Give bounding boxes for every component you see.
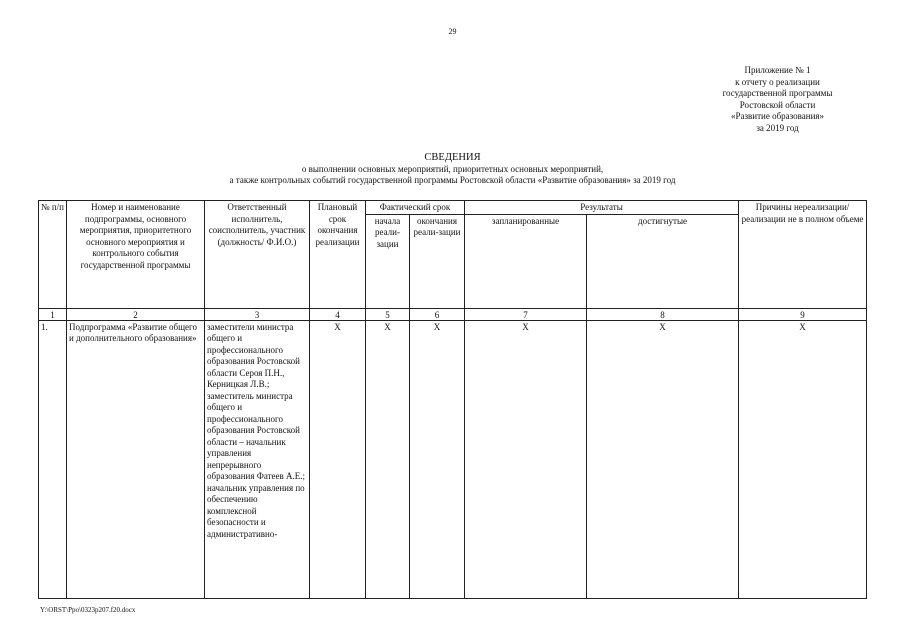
header-actual: Фактический срок <box>366 201 465 215</box>
row-responsible: заместители министра общего и профессионального образования Ростовской области Сероя П.Н., Керницкая Л.В.; заместитель министра общего и профессионального образования Ростовской области – начальник управления непрерывного образования Фатеев А.Е.; начальник управления по обеспечению комплексной безопасности и административно- <box>205 320 310 598</box>
column-number: 3 <box>205 308 310 320</box>
column-number: 7 <box>465 308 587 320</box>
column-number: 4 <box>310 308 366 320</box>
footer-file-path: Y:\ORST\Ppo\0323p207.f20.docx <box>40 606 136 614</box>
column-number: 6 <box>410 308 465 320</box>
document-title: СВЕДЕНИЯ <box>424 152 481 163</box>
row-name: Подпрограмма «Развитие общего и дополнительного образования» <box>67 320 205 598</box>
appendix-line: «Развитие образования» <box>730 111 825 121</box>
header-results: Результаты <box>465 201 739 215</box>
row-planned: X <box>310 320 366 598</box>
page-number: 29 <box>448 27 457 36</box>
column-number: 5 <box>366 308 410 320</box>
column-number: 2 <box>67 308 205 320</box>
appendix-line: за 2019 год <box>756 122 799 133</box>
subtitle-line: о выполнении основных мероприятий, приоритетных основных мероприятий, <box>301 164 604 174</box>
appendix-line: Приложение № 1 <box>744 65 811 75</box>
header-row <box>39 201 867 215</box>
appendix-block <box>690 65 865 134</box>
row-results-planned: X <box>465 320 587 598</box>
row-reasons: X <box>739 320 867 598</box>
document-subtitle <box>0 164 905 186</box>
header-num: № п/п <box>39 201 67 309</box>
header-actual-end: окончания реали-зации <box>410 214 465 308</box>
header-name: Номер и наименование подпрограммы, основного мероприятия, приоритетного основного мероприятия и контрольного события государственной программы <box>67 201 205 309</box>
header-results-planned: запланированные <box>465 214 587 308</box>
appendix-line: Ростовской области <box>739 99 816 110</box>
row-num: 1. <box>39 320 67 598</box>
subtitle-line: а также контрольных событий государственной программы Ростовской области «Развитие образования» за 2019 год <box>229 175 676 185</box>
row-actual-start: X <box>366 320 410 598</box>
table-row <box>39 320 867 598</box>
header-results-achieved: достигнутые <box>587 214 739 308</box>
appendix-line: к отчету о реализации <box>735 76 820 87</box>
column-number: 1 <box>39 308 67 320</box>
appendix-line: государственной программы <box>722 88 833 98</box>
report-table <box>38 200 867 599</box>
header-responsible: Ответственный исполнитель, соисполнитель, участник (должность/ Ф.И.О.) <box>205 201 310 309</box>
header-reasons: Причины нереализации/ реализации не в полном объеме <box>739 201 867 309</box>
row-actual-end: X <box>410 320 465 598</box>
header-planned: Плановый срок окончания реализации <box>310 201 366 309</box>
column-number: 9 <box>739 308 867 320</box>
header-actual-start: начала реали-зации <box>366 214 410 308</box>
column-number: 8 <box>587 308 739 320</box>
column-number-row <box>39 308 867 320</box>
row-results-achieved: X <box>587 320 739 598</box>
